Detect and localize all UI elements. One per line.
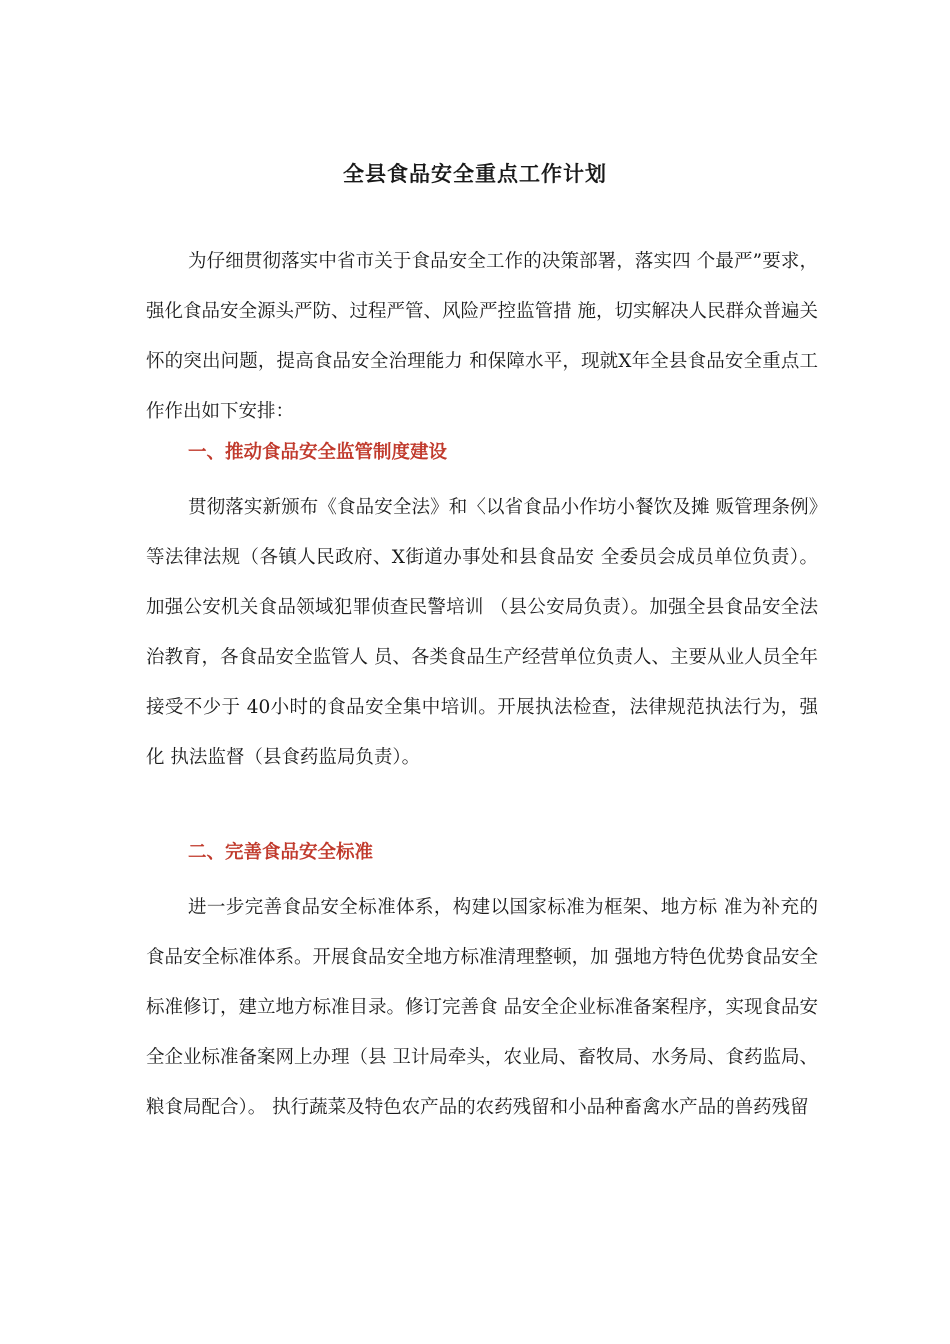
document-title: 全县食品安全重点工作计划 <box>343 161 607 187</box>
intro-paragraph: 为仔细贯彻落实中省市关于食品安全工作的决策部署，落实四 个最严”要求，强化食品安全源头严防、过程严管、风险严控监管措 施，切实解决人民群众普遍关怀的突出问题，提高食品安全治理能力 和保障水平，现就X年全县食品安全重点工作作出如下安排： <box>146 251 818 422</box>
section-heading-2: 二、完善食品安全标准 <box>188 842 374 863</box>
section-body-1: 贯彻落实新颁布《食品安全法》和〈以省食品小作坊小餐饮及摊 贩管理条例》等法律法规（各镇人民政府、X街道办事处和县食品安 全委员会成员单位负责）。加强公安机关食品领域犯罪侦查民警培训 （县公安局负责）。加强全县食品安全法治教育，各食品安全监管人 员、各类食品生产经营单位负责人、主要从业人员全年接受不少于 40小时的食品安全集中培训。开展执法检查，法律规范执法行为，强化 执法监督（县食药监局负责）。 <box>146 497 818 768</box>
section-body-2: 进一步完善食品安全标准体系，构建以国家标准为框架、地方标 准为补充的食品安全标准体系。开展食品安全地方标准清理整顿，加 强地方特色优势食品安全标准修订，建立地方标准目录。修订完善食 品安全企业标准备案程序，实现食品安全企业标准备案网上办理（县 卫计局牵头，农业局、畜牧局、水务局、食药监局、粮食局配合）。 执行蔬菜及特色农产品的农药残留和小品种畜禽水产品的兽药残留 <box>146 897 818 1118</box>
section-heading-1: 一、推动食品安全监管制度建设 <box>188 442 448 463</box>
